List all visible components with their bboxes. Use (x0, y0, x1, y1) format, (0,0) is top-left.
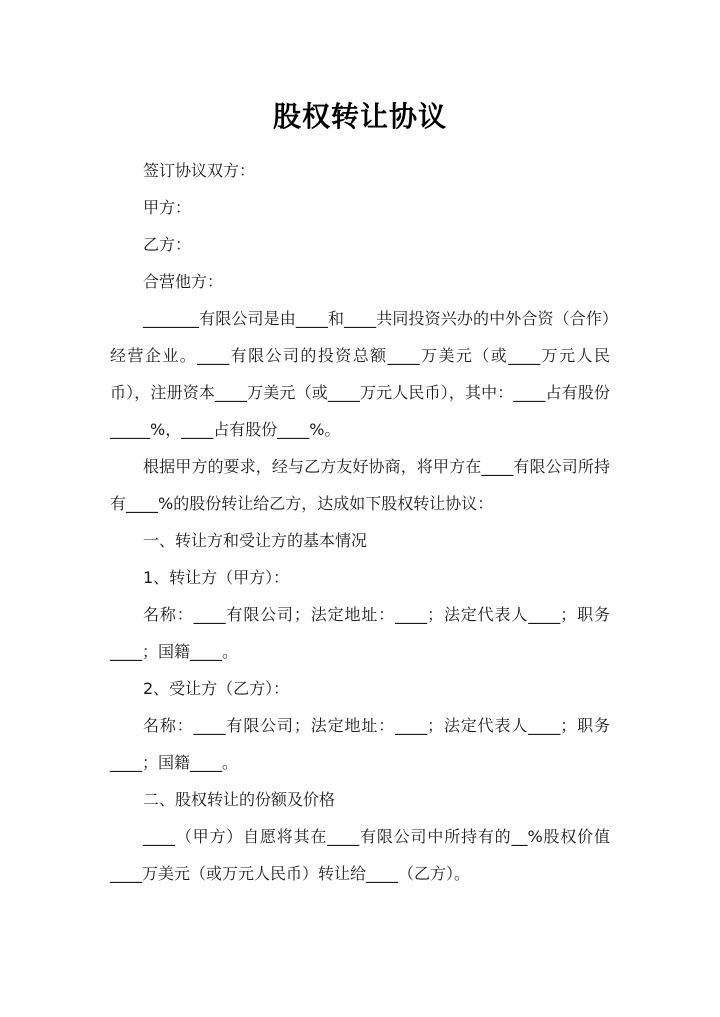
party-b-label: 乙方： (143, 235, 192, 254)
transferor-details: 名称：____有限公司；法定地址：____；法定代表人____；职务____；国籍____。 (110, 605, 610, 661)
company-background-paragraph: _______有限公司是由____和____共同投资兴办的中外合资（合作）经营企业。____有限公司的投资总额____万美元（或____万元人民币），注册资本____万美元（或____万元人民币），其中：____占有股份_____%，____占有股份____%。 (110, 309, 610, 439)
document-page (110, 96, 610, 892)
transferee-subheading: 2、受让方（乙方）： (143, 679, 290, 698)
signing-parties-heading: 签订协议双方： (143, 161, 256, 180)
transfer-share-price-paragraph: ____（甲方）自愿将其在____有限公司中所持有的__%股权价值____万美元（或万元人民币）转让给____（乙方）。 (110, 827, 610, 883)
transferee-details: 名称：____有限公司；法定地址：____；法定代表人____；职务____；国籍____。 (110, 716, 610, 772)
section-1-heading: 一、转让方和受让方的基本情况 (143, 531, 368, 550)
document-title: 股权转让协议 (272, 100, 447, 133)
section-2-heading: 二、股权转让的份额及价格 (143, 790, 336, 809)
other-joint-venture-party-label: 合营他方： (143, 272, 224, 291)
agreement-basis-paragraph: 根据甲方的要求，经与乙方友好协商，将甲方在____有限公司所持有____%的股份转让给乙方，达成如下股权转让协议： (110, 457, 610, 513)
transferor-subheading: 1、转让方（甲方）： (143, 568, 290, 587)
party-a-label: 甲方： (143, 198, 192, 217)
